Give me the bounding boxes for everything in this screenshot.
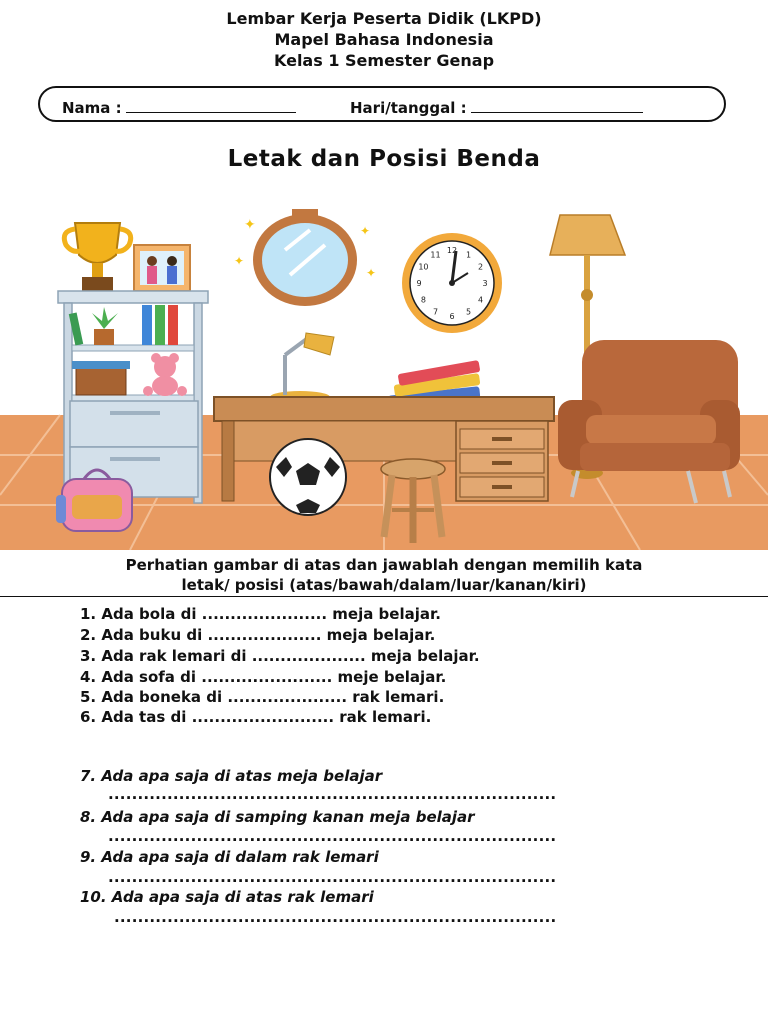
question-3[interactable]: 3. Ada rak lemari di .................... meja belajar. [80, 647, 480, 665]
answer-line-10[interactable]: ........................................................................... [114, 908, 557, 926]
wall-clock-icon [402, 233, 502, 333]
question-9-text: 9. Ada apa saja di dalam rak lemari [80, 848, 379, 866]
name-blank-line [126, 98, 296, 113]
clock-number: 1 [465, 250, 472, 260]
question-10 [80, 888, 374, 906]
header-line-1: Lembar Kerja Peserta Didik (LKPD) [226, 9, 542, 28]
worksheet-header [0, 8, 768, 71]
clock-number: 11 [430, 250, 441, 260]
clock-number: 5 [465, 307, 472, 317]
instructions [0, 555, 768, 595]
clock-number: 6 [449, 312, 455, 321]
clock-number: 7 [432, 307, 439, 317]
question-8 [80, 808, 475, 826]
answer-line-9[interactable]: ............................................................................ [108, 868, 557, 886]
header-line-2: Mapel Bahasa Indonesia [274, 30, 494, 49]
section-divider [0, 596, 768, 597]
instruction-line-2: letak/ posisi (atas/bawah/dalam/luar/kanan/kiri) [181, 576, 587, 594]
clock-number: 2 [478, 262, 484, 272]
date-field[interactable] [350, 98, 643, 117]
answer-line-8[interactable]: ............................................................................ [108, 827, 557, 845]
svg-text:✦: ✦ [366, 266, 377, 280]
instruction-line-1: Perhatian gambar di atas dan jawablah dengan memilih kata [125, 556, 643, 574]
question-7-text: 7. Ada apa saja di atas meja belajar [80, 767, 383, 785]
clock-number: 10 [418, 262, 429, 272]
question-2[interactable]: 2. Ada buku di .................... meja belajar. [80, 626, 436, 644]
header-line-3: Kelas 1 Semester Genap [273, 51, 495, 70]
clock-number: 3 [482, 279, 488, 288]
family-photo-frame [134, 245, 190, 291]
question-1[interactable]: 1. Ada bola di ...................... meja belajar. [80, 605, 441, 623]
question-9 [80, 848, 379, 866]
svg-text:✦: ✦ [234, 254, 245, 268]
question-7 [80, 767, 382, 785]
question-5[interactable]: 5. Ada boneka di ..................... rak lemari. [80, 688, 445, 706]
identity-box [38, 86, 726, 122]
clock-number: 4 [478, 295, 484, 305]
question-8-text: 8. Ada apa saja di samping kanan meja belajar [80, 808, 475, 826]
svg-text:✦: ✦ [360, 224, 371, 238]
question-6[interactable]: 6. Ada tas di ......................... rak lemari. [80, 708, 432, 726]
name-label: Nama : [62, 99, 122, 117]
question-10-text: 10. Ada apa saja di atas rak lemari [80, 888, 374, 906]
room-illustration [0, 205, 768, 550]
clock-number: 9 [416, 279, 422, 288]
name-field[interactable] [62, 98, 296, 117]
svg-text:✦: ✦ [244, 217, 256, 233]
soccer-ball-icon [270, 439, 346, 515]
question-4[interactable]: 4. Ada sofa di ....................... meje belajar. [80, 668, 447, 686]
date-label: Hari/tanggal : [350, 99, 467, 117]
answer-line-7[interactable]: ............................................................................ [108, 785, 557, 803]
clock-number: 12 [446, 246, 458, 255]
date-blank-line [471, 98, 643, 113]
page-title: Letak dan Posisi Benda [227, 146, 541, 172]
clock-number: 8 [420, 295, 426, 305]
